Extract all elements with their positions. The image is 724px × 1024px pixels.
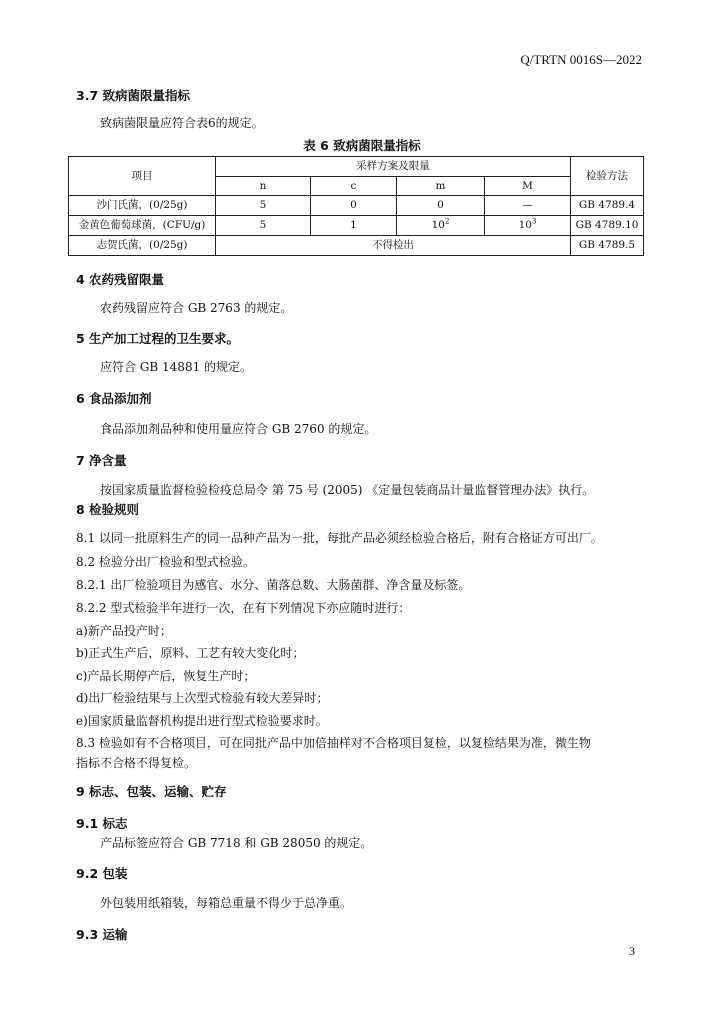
table-row <box>69 196 644 216</box>
list-item-d: d)出厂检验结果与上次型式检验有较大差异时； <box>76 691 329 705</box>
cell-n: 5 <box>216 196 311 216</box>
cell-m-exponent: 2 <box>444 217 450 226</box>
list-item-e: e)国家质量监督机构提出进行型式检验要求时。 <box>76 714 328 728</box>
section-7-text: 按国家质量监督检验检疫总局令 第 75 号 (2005) 《定量包装商品计量监督管理办法》执行。 <box>100 483 595 497</box>
cell-method: GB 4789.5 <box>571 236 644 256</box>
cell-m: 0 <box>397 196 485 216</box>
page-number: 3 <box>629 944 635 958</box>
list-item-c: c)产品长期停产后，恢复生产时； <box>76 669 256 683</box>
pathogen-limits-table <box>68 156 644 256</box>
header-c: c <box>311 177 397 196</box>
section-5-text: 应符合 GB 14881 的规定。 <box>100 360 253 374</box>
clause-8-2-2: 8.2.2 型式检验半年进行一次，在有下列情况下亦应随时进行： <box>76 601 411 615</box>
cell-m <box>397 216 485 236</box>
section-4-heading: 4 农药残留限量 <box>76 272 165 287</box>
cell-M: — <box>485 196 571 216</box>
clause-8-3-line-1: 8.3 检验如有不合格项目，可在同批产品中加倍抽样对不合格项目复检，以复检结果为准，微生物 <box>76 736 591 750</box>
section-6-text: 食品添加剂品种和使用量应符合 GB 2760 的规定。 <box>100 422 377 436</box>
clause-8-3-line-2: 指标不合格不得复检。 <box>76 756 197 770</box>
cell-item: 志贺氏菌，(0/25g) <box>69 236 216 256</box>
document-code: Q/TRTN 0016S—2022 <box>520 52 642 67</box>
list-item-a: a)新产品投产时； <box>76 624 172 638</box>
cell-n: 5 <box>216 216 311 236</box>
section-9-1-text: 产品标签应符合 GB 7718 和 GB 28050 的规定。 <box>100 836 373 850</box>
cell-c: 1 <box>311 216 397 236</box>
header-n: n <box>216 177 311 196</box>
cell-m-base: 10 <box>431 219 445 231</box>
cell-item: 金黄色葡萄球菌，(CFU/g) <box>69 216 216 236</box>
section-6-heading: 6 食品添加剂 <box>76 391 152 406</box>
cell-c: 0 <box>311 196 397 216</box>
header-M: M <box>485 177 571 196</box>
header-sampling-plan: 采样方案及限量 <box>216 157 571 177</box>
clause-8-2-1: 8.2.1 出厂检验项目为感官、水分、菌落总数、大肠菌群、净含量及标签。 <box>76 578 471 592</box>
cell-method: GB 4789.4 <box>571 196 644 216</box>
section-3-7-text: 致病菌限量应符合表6的规定。 <box>100 116 264 130</box>
section-8-heading: 8 检验规则 <box>76 502 140 517</box>
section-5-heading: 5 生产加工过程的卫生要求。 <box>76 331 240 346</box>
section-9-1-heading: 9.1 标志 <box>76 816 128 831</box>
header-m: m <box>397 177 485 196</box>
clause-8-2: 8.2 检验分出厂检验和型式检验。 <box>76 555 255 569</box>
cell-M <box>485 216 571 236</box>
table-6-caption: 表 6 致病菌限量指标 <box>303 138 421 153</box>
section-9-3-heading: 9.3 运输 <box>76 927 128 942</box>
section-9-2-heading: 9.2 包装 <box>76 866 128 881</box>
section-4-text: 农药残留应符合 GB 2763 的规定。 <box>100 301 293 315</box>
cell-merged-result: 不得检出 <box>216 236 571 256</box>
list-item-b: b)正式生产后，原料、工艺有较大变化时； <box>76 646 305 660</box>
cell-M-base: 10 <box>518 219 532 231</box>
table-row <box>69 216 644 236</box>
section-7-heading: 7 净含量 <box>76 453 127 468</box>
cell-method: GB 4789.10 <box>571 216 644 236</box>
section-9-heading: 9 标志、包装、运输、贮存 <box>76 784 227 799</box>
header-test-method: 检验方法 <box>571 157 644 196</box>
clause-8-1: 8.1 以同一批原料生产的同一品种产品为一批，每批产品必须经检验合格后，附有合格证方可出厂。 <box>76 531 603 545</box>
section-9-2-text: 外包装用纸箱装，每箱总重量不得少于总净重。 <box>100 896 353 910</box>
section-3-7-heading: 3.7 致病菌限量指标 <box>76 88 190 103</box>
header-item: 项目 <box>69 157 216 196</box>
cell-M-exponent: 3 <box>531 217 537 226</box>
cell-item: 沙门氏菌，(0/25g) <box>69 196 216 216</box>
table-row <box>69 236 644 256</box>
